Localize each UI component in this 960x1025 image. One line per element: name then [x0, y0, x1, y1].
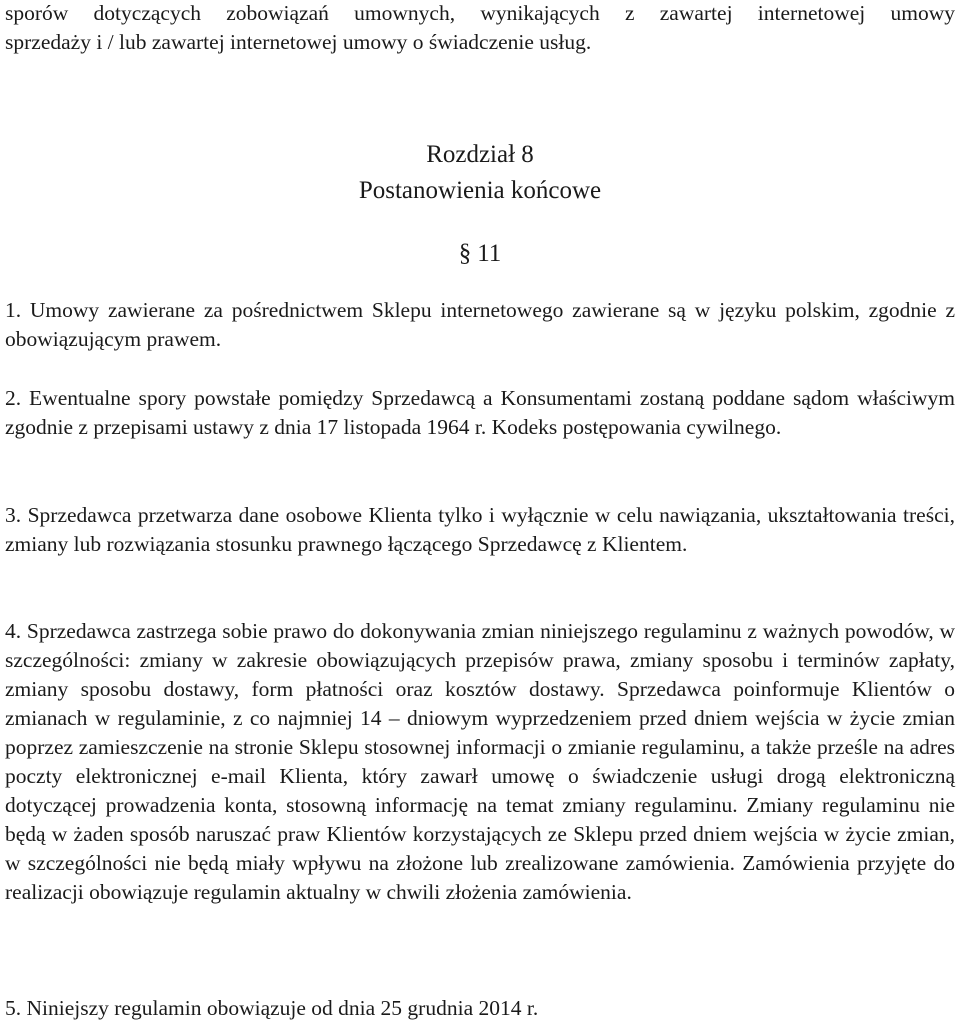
- point-4: 4. Sprzedawca zastrzega sobie prawo do dokonywania zmian niniejszego regulaminu z ważnych powodów, w szczególności: zmiany w zakresie obowiązujących przepisów prawa, zmiany sposobu i terminów zapłaty, zmiany sposobu dostawy, form płatności oraz kosztów dostawy. Sprzedawca poinformuje Klientów o zmianach w regulaminie, z co najmniej 14 – dniowym wyprzedzeniem przed dniem wejścia w życie zmian poprzez zamieszczenie na stronie Sklepu stosownej informacji o zmianie regulaminu, a także prześle na adres poczty elektronicznej e-mail Klienta, który zawarł umowę o świadczenie usługi drogą elektroniczną dotyczącej prowadzenia konta, stosowną informację na temat zmiany regulaminu. Zmiany regulaminu nie będą w żaden sposób naruszać praw Klientów korzystających ze Sklepu przed dniem wejścia w życie zmian, w szczególności nie będą miały wpływu na złożone lub zrealizowane zamówienia. Zamówienia przyjęte do realizacji obowiązuje regulamin aktualny w chwili złożenia zamówienia.: [5, 619, 955, 904]
- section-heading: [0, 236, 960, 272]
- point-2: 2. Ewentualne spory powstałe pomiędzy Sprzedawcą a Konsumentami zostaną poddane sądom właściwym zgodnie z przepisami ustawy z dnia 17 listopada 1964 r. Kodeks postępowania cywilnego.: [5, 386, 955, 439]
- point-3: 3. Sprzedawca przetwarza dane osobowe Klienta tylko i wyłącznie w celu nawiązania, ukształtowania treści, zmiany lub rozwiązania stosunku prawnego łączącego Sprzedawcę z Klientem.: [5, 503, 955, 556]
- top-fragment-line-2: sprzedaży i / lub zawartej internetowej umowy o świadczenie usług.: [5, 30, 592, 54]
- point-1: 1. Umowy zawierane za pośrednictwem Sklepu internetowego zawierane są w języku polskim, zgodnie z obowiązującym prawem.: [5, 298, 955, 351]
- section-symbol: §: [458, 240, 472, 267]
- point-5: 5. Niniejszy regulamin obowiązuje od dnia 25 grudnia 2014 r.: [5, 996, 539, 1020]
- chapter-subtitle: Postanowienia końcowe: [358, 177, 602, 204]
- top-fragment-line-1: sporów dotyczących zobowiązań umownych, wynikających z zawartej internetowej umowy: [5, 1, 955, 25]
- chapter-title: Rozdział 8: [426, 141, 534, 168]
- section-number: 11: [477, 240, 502, 267]
